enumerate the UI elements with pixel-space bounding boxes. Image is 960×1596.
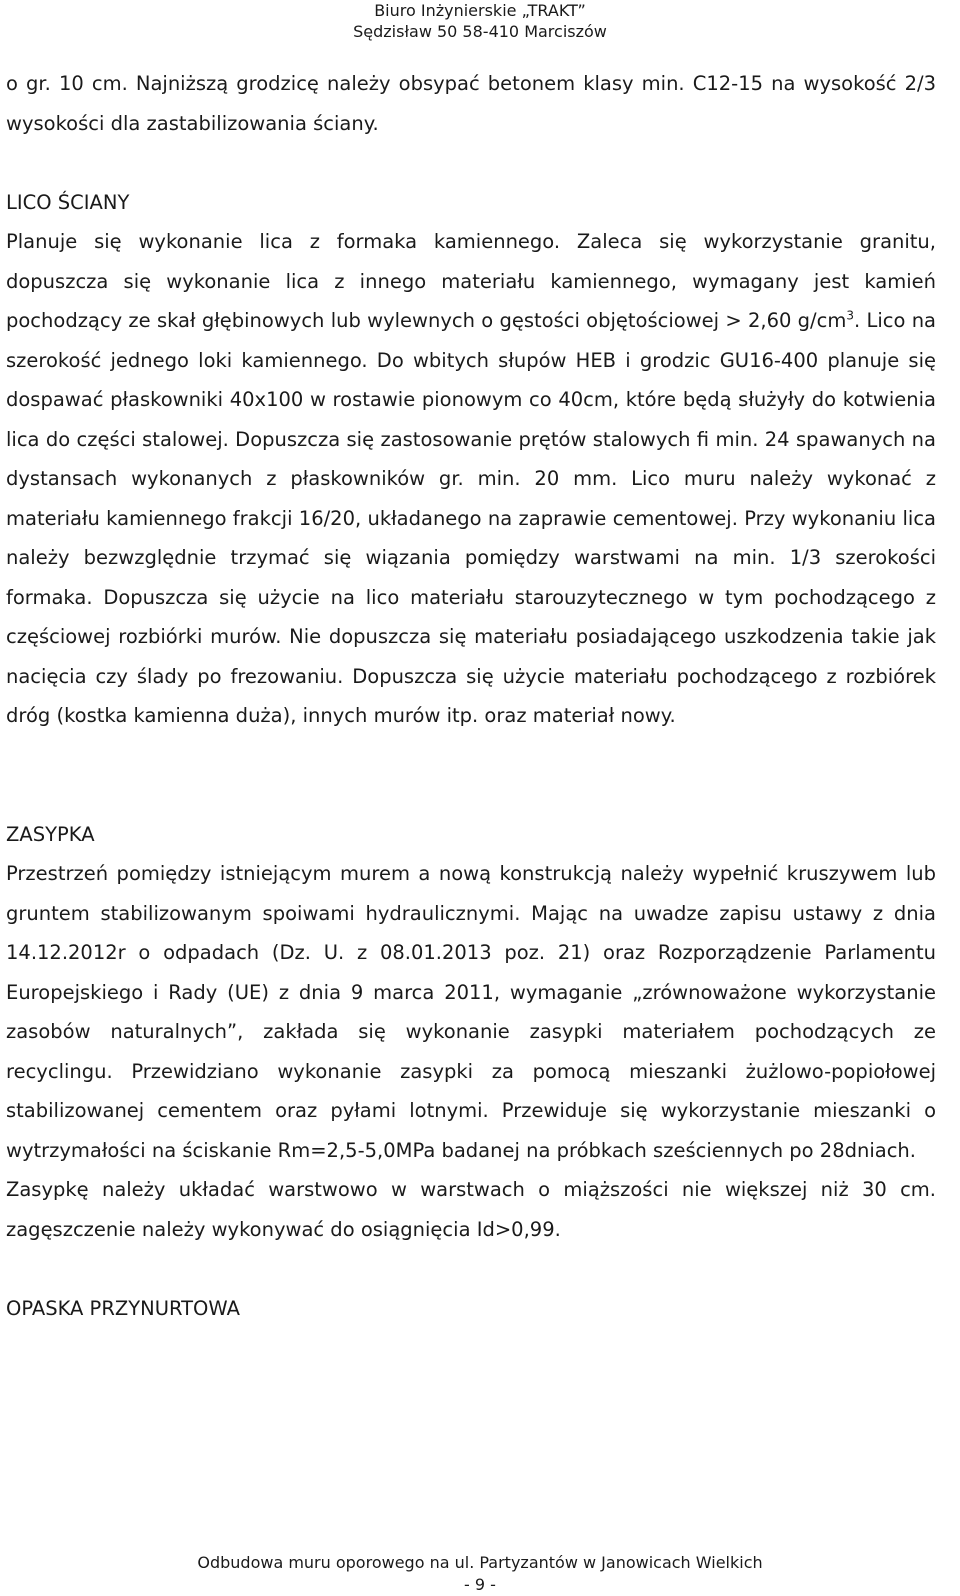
section-heading-opaska: OPASKA PRZYNURTOWA [6,1296,240,1320]
section-heading-zasypka: ZASYPKA [6,822,95,846]
page-footer [0,1552,960,1596]
section-heading-lico: LICO ŚCIANY [6,190,130,214]
paragraph-lico-part2: . Lico na szerokość jednego loki kamiennego. Do wbitych słupów HEB i grodzic GU16-400 planuje się dospawać płaskowniki 40x100 w rostawie pionowym co 40cm, które będą służyły do kotwienia lica do części stalowej. Dopuszcza się zastosowanie prętów stalowych fi min. 24 spawanych na dystansach wykonanych z płaskowników gr. min. 20 mm. Lico muru należy wykonać z materiału kamiennego frakcji 16/20, układanego na zaprawie cementowej. Przy wykonaniu lica należy bezwzględnie trzymać się wiązania pomiędzy warstwami na min. 1/3 szerokości formaka. Dopuszcza się użycie na lico materiału starouzytecznego w tym pochodzącego z częściowej rozbiórki murów. Nie dopuszcza się materiału posiadającego uszkodzenia takie jak nacięcia czy ślady po frezowaniu. Dopuszcza się użycie materiału pochodzącego z rozbiórek dróg (kostka kamienna duża), innych murów itp. oraz materiał nowy. [6,309,936,727]
paragraph-zasypka-2: Zasypkę należy układać warstwowo w warstwach o miąższości nie większej niż 30 cm. zagęszczenie należy wykonywać do osiągnięcia Id>0,99. [6,1178,936,1241]
page-header [0,0,960,42]
paragraph-lico [6,222,936,736]
footer-project-title: Odbudowa muru oporowego na ul. Partyzantów w Janowicach Wielkich [197,1553,763,1572]
paragraph-zasypka-1: Przestrzeń pomiędzy istniejącym murem a nową konstrukcją należy wypełnić kruszywem lub gruntem stabilizowanym spoiwami hydraulicznymi. Mając na uwadze zapisu ustawy z dnia 14.12.2012r o odpadach (Dz. U. z 08.01.2013 poz. 21) oraz Rozporządzenie Parlamentu Europejskiego i Rady (UE) z dnia 9 marca 2011, wymaganie „zrównoważone wykorzystanie zasobów naturalnych”, zakłada się wykonanie zasypki materiałem pochodzących ze recyclingu. Przewidziano wykonanie zasypki za pomocą mieszanki żużlowo-popiołowej stabilizowanej cementem oraz pyłami lotnymi. Przewiduje się wykorzystanie mieszanki o wytrzymałości na ściskanie Rm=2,5-5,0MPa badanej na próbkach sześciennych po 28dniach. [6,862,936,1162]
paragraph-intro: o gr. 10 cm. Najniższą grodzicę należy obsypać betonem klasy min. C12-15 na wysokość 2/3 wysokości dla zastabilizowania ściany. [6,72,936,135]
header-company-name: Biuro Inżynierskie „TRAKT” [374,1,586,20]
superscript-exponent: 3 [846,308,854,323]
page-number: - 9 - [464,1575,496,1594]
header-address: Sędzisław 50 58-410 Marciszów [353,22,607,41]
paragraph-lico-part1: Planuje się wykonanie lica z formaka kamiennego. Zaleca się wykorzystanie granitu, dopuszcza się wykonanie lica z innego materiału kamiennego, wymagany jest kamień pochodzący ze skał głębinowych lub wylewnych o gęstości objętościowej > 2,60 g/cm [6,230,936,332]
document-body [6,64,936,1328]
